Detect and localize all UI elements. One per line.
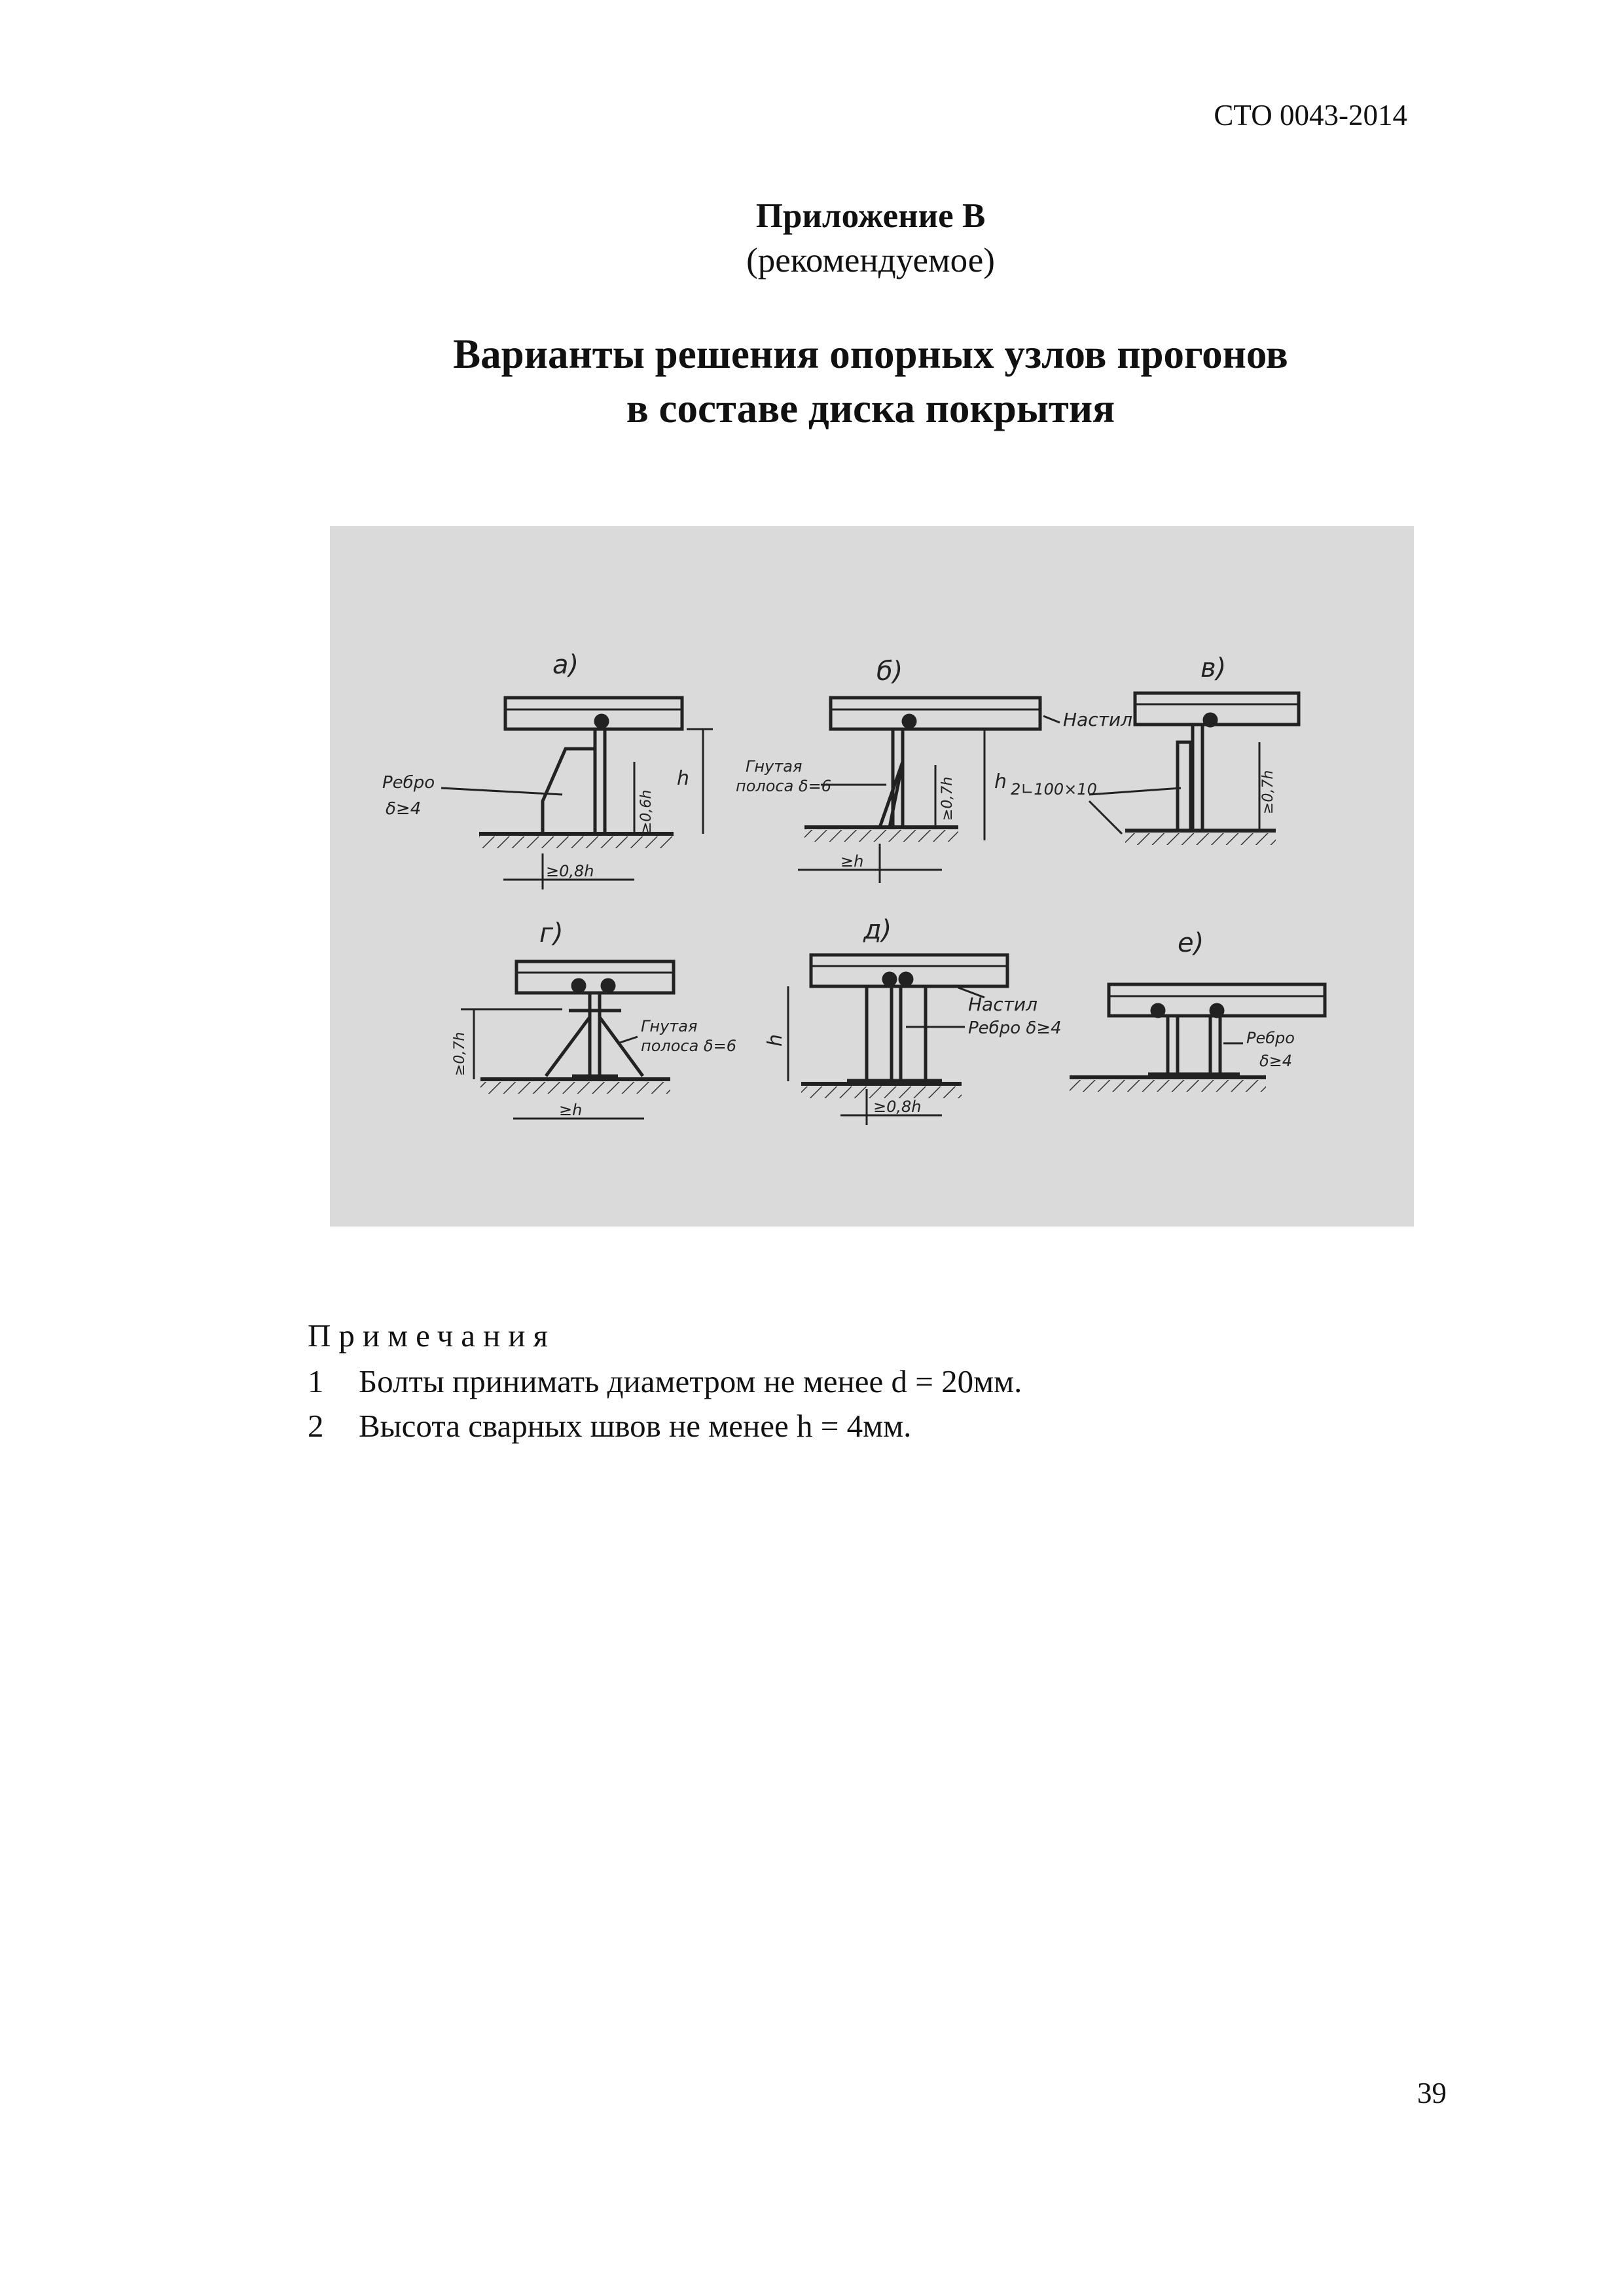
main-title-line-1: Варианты решения опорных узлов прогонов	[453, 331, 1288, 377]
variant-d-dim-width: ≥0,8h	[873, 1098, 922, 1116]
variant-b	[736, 656, 1132, 883]
variant-d-deck: Настил	[968, 994, 1038, 1015]
variant-a-dim-width: ≥0,8h	[546, 862, 594, 880]
variant-b-dim-height: ≥0,7h	[939, 776, 956, 821]
variant-b-strip-1: Гнутая	[746, 757, 803, 776]
variant-a-rib-thickness: δ≥4	[386, 799, 422, 819]
variant-a-dim-height: ≥0,6h	[638, 789, 655, 834]
variant-a-rib-label: Ребро	[382, 773, 435, 793]
variant-e	[1070, 928, 1325, 1092]
variant-b-strip-2: полоса δ=6	[736, 777, 831, 795]
note-text: Высота сварных швов не менее h = 4мм.	[359, 1408, 912, 1444]
variant-d-label: д)	[863, 915, 892, 945]
variant-b-dim-width: ≥h	[840, 852, 864, 870]
variant-e-stiffener-1: Ребро	[1246, 1029, 1295, 1047]
document-code: СТО 0043-2014	[1214, 99, 1407, 132]
variant-g-strip-2: полоса δ=6	[641, 1037, 736, 1055]
variant-v-label: в)	[1200, 653, 1227, 683]
note-item	[308, 1363, 1022, 1400]
variant-v-angles: 2∟100×10	[1011, 780, 1097, 798]
variant-v	[1011, 653, 1299, 845]
variant-g-dim-height: ≥0,7h	[452, 1031, 468, 1076]
variant-g	[452, 918, 736, 1119]
variant-g-label: г)	[539, 918, 564, 948]
variant-a-label: а)	[552, 650, 579, 680]
variant-e-stiffener-2: δ≥4	[1259, 1052, 1293, 1070]
variant-e-label: е)	[1178, 928, 1204, 958]
note-text: Болты принимать диаметром не менее d = 20мм.	[359, 1363, 1022, 1399]
variant-b-deck: Настил	[1063, 709, 1133, 730]
variant-g-dim-width: ≥h	[559, 1101, 583, 1119]
variant-a	[382, 650, 713, 889]
appendix-subtitle: (рекомендуемое)	[746, 242, 995, 279]
variant-b-dim-h: h	[994, 770, 1007, 793]
main-title	[0, 327, 1624, 436]
variant-v-dim-height: ≥0,7h	[1260, 770, 1276, 814]
note-item	[308, 1407, 911, 1444]
note-number: 2	[308, 1408, 324, 1444]
variant-g-strip-1: Гнутая	[641, 1017, 698, 1035]
support-nodes-drawing	[330, 526, 1414, 1227]
note-number: 1	[308, 1363, 324, 1399]
main-title-line-2: в составе диска покрытия	[626, 386, 1115, 431]
notes-heading: Примечания	[308, 1318, 556, 1354]
variant-d-rib: Ребро δ≥4	[968, 1018, 1062, 1038]
variant-d-dim-h: h	[764, 1033, 787, 1047]
page-number: 39	[1417, 2077, 1447, 2109]
variant-d	[764, 915, 1062, 1125]
variant-b-label: б)	[876, 656, 903, 687]
variant-a-dim-h: h	[677, 767, 690, 790]
appendix-title: Приложение В	[755, 197, 986, 235]
